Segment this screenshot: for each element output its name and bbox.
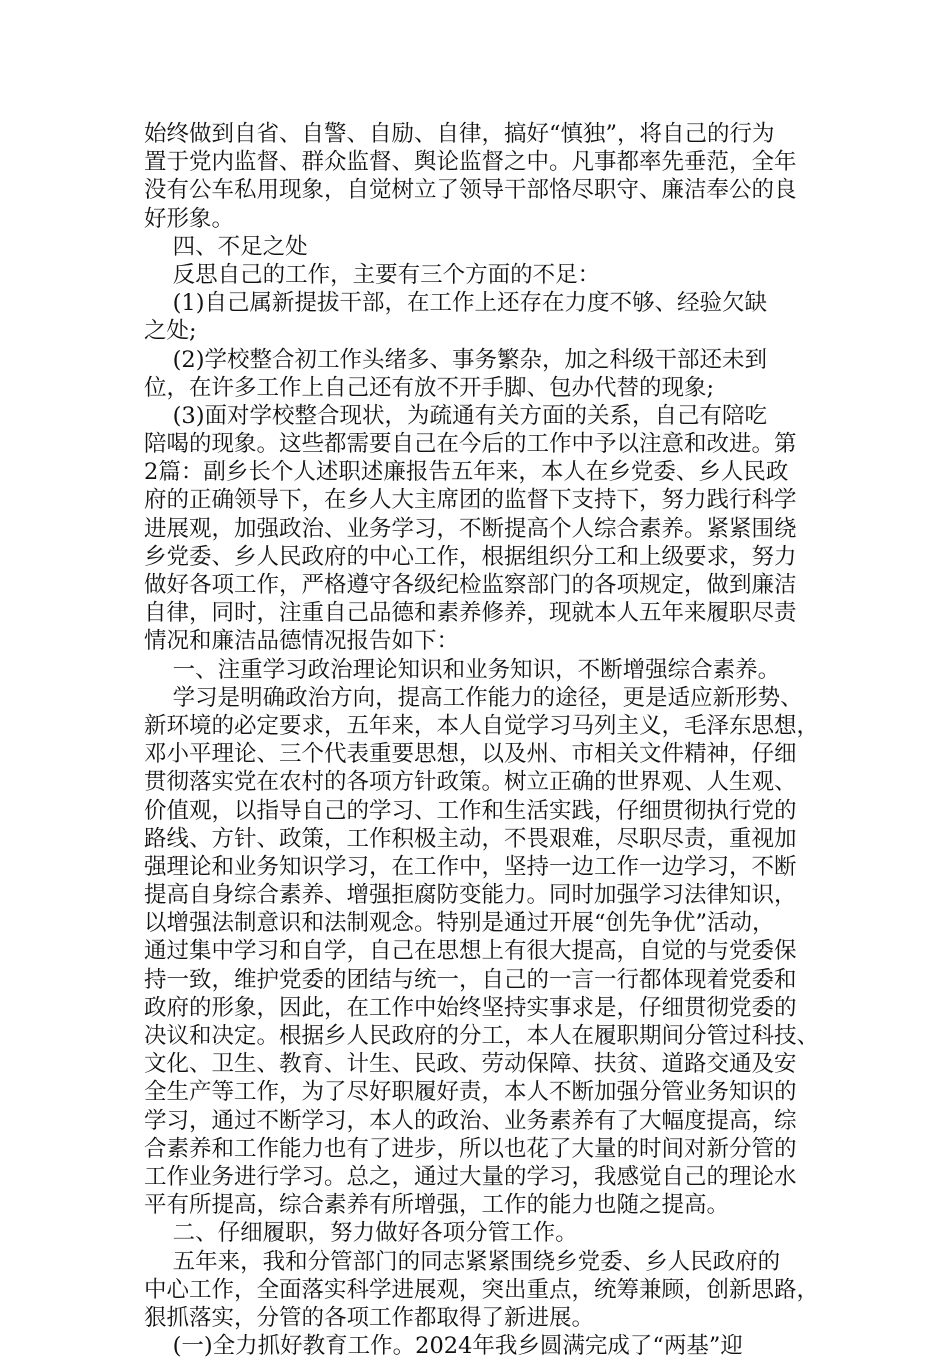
text-line: 通过集中学习和自学，自己在思想上有很大提高，自觉的与党委保 <box>144 938 797 965</box>
text-line: 好形象。 <box>144 205 235 232</box>
text-line: 工作业务进行学习。总之，通过大量的学习，我感觉自己的理论水 <box>144 1163 797 1190</box>
text-line: (3)面对学校整合现状，为疏通有关方面的关系，自己有陪吃 <box>144 402 767 429</box>
text-line: 学习是明确政治方向，提高工作能力的途径，更是适应新形势、 <box>144 684 803 711</box>
text-line: 之处; <box>144 318 197 345</box>
text-line: 置于党内监督、群众监督、舆论监督之中。凡事都率先垂范，全年 <box>144 149 797 176</box>
text-line: 位，在许多工作上自己还有放不开手脚、包办代替的现象; <box>144 374 715 401</box>
text-line: 四、不足之处 <box>144 233 308 260</box>
text-line: 文化、卫生、教育、计生、民政、劳动保障、扶贫、道路交通及安 <box>144 1051 797 1078</box>
text-line: 始终做到自省、自警、自励、自律，搞好“慎独”，将自己的行为 <box>144 121 775 147</box>
text-line: (1)自己属新提拔干部，在工作上还存在力度不够、经验欠缺 <box>144 290 767 317</box>
text-line: 二、仔细履职，努力做好各项分管工作。 <box>144 1220 578 1247</box>
text-line: 新环境的必定要求，五年来，本人自觉学习马列主义，毛泽东思想， <box>144 712 820 739</box>
text-line: (一)全力抓好教育工作。2024年我乡圆满完成了“两基”迎 <box>144 1333 743 1360</box>
text-line: 路线、方针、政策，工作积极主动，不畏艰难，尽职尽责，重视加 <box>144 825 797 852</box>
text-line: 全生产等工作，为了尽好职履好责，本人不断加强分管业务知识的 <box>144 1079 797 1106</box>
text-line: 五年来，我和分管部门的同志紧紧围绕乡党委、乡人民政府的 <box>144 1248 781 1275</box>
text-line: 政府的形象，因此，在工作中始终坚持实事求是，仔细贯彻党委的 <box>144 994 797 1021</box>
text-line: 进展观，加强政治、业务学习，不断提高个人综合素养。紧紧围绕 <box>144 515 797 542</box>
text-line: 做好各项工作，严格遵守各级纪检监察部门的各项规定，做到廉洁 <box>144 572 797 598</box>
text-line: 合素养和工作能力也有了进步，所以也花了大量的时间对新分管的 <box>144 1135 797 1162</box>
text-line: 决议和决定。根据乡人民政府的分工，本人在履职期间分管过科技、 <box>144 1023 820 1049</box>
document-body <box>144 120 820 1360</box>
text-line: 情况和廉洁品德情况报告如下： <box>144 628 460 655</box>
text-line: 强理论和业务知识学习，在工作中，坚持一边工作一边学习，不断 <box>144 853 797 880</box>
text-line: 贯彻落实党在农村的各项方针政策。树立正确的世界观、人生观、 <box>144 769 797 796</box>
text-line: 陪喝的现象。这些都需要自己在今后的工作中予以注意和改进。第 <box>144 431 797 458</box>
text-line: 没有公车私用现象，自觉树立了领导干部恪尽职守、廉洁奉公的良 <box>144 177 797 204</box>
text-line: 中心工作，全面落实科学进展观，突出重点，统筹兼顾，创新思路， <box>144 1276 820 1303</box>
text-line: 邓小平理论、三个代表重要思想，以及州、市相关文件精神，仔细 <box>144 741 797 768</box>
text-line: 以增强法制意识和法制观念。特别是通过开展“创先争优”活动， <box>144 910 775 937</box>
text-line: 学习，通过不断学习，本人的政治、业务素养有了大幅度提高，综 <box>144 1107 797 1134</box>
text-line: 反思自己的工作，主要有三个方面的不足： <box>144 261 601 288</box>
text-line: 平有所提高，综合素养有所增强，工作的能力也随之提高。 <box>144 1192 730 1219</box>
text-line: 乡党委、乡人民政府的中心工作，根据组织分工和上级要求，努力 <box>144 543 797 570</box>
text-line: 提高自身综合素养、增强拒腐防变能力。同时加强学习法律知识， <box>144 882 797 909</box>
text-line: 府的正确领导下，在乡人大主席团的监督下支持下，努力践行科学 <box>144 487 797 514</box>
text-line: 价值观，以指导自己的学习、工作和生活实践，仔细贯彻执行党的 <box>144 797 797 824</box>
text-line: 2篇：副乡长个人述职述廉报告五年来，本人在乡党委、乡人民政 <box>144 459 789 486</box>
text-line: 自律，同时，注重自己品德和素养修养，现就本人五年来履职尽责 <box>144 600 797 627</box>
text-line: (2)学校整合初工作头绪多、事务繁杂，加之科级干部还未到 <box>144 346 767 373</box>
text-line: 持一致，维护党委的团结与统一，自己的一言一行都体现着党委和 <box>144 966 797 993</box>
text-line: 狠抓落实，分管的各项工作都取得了新进展。 <box>144 1304 595 1331</box>
text-line: 一、注重学习政治理论知识和业务知识，不断增强综合素养。 <box>144 656 781 683</box>
